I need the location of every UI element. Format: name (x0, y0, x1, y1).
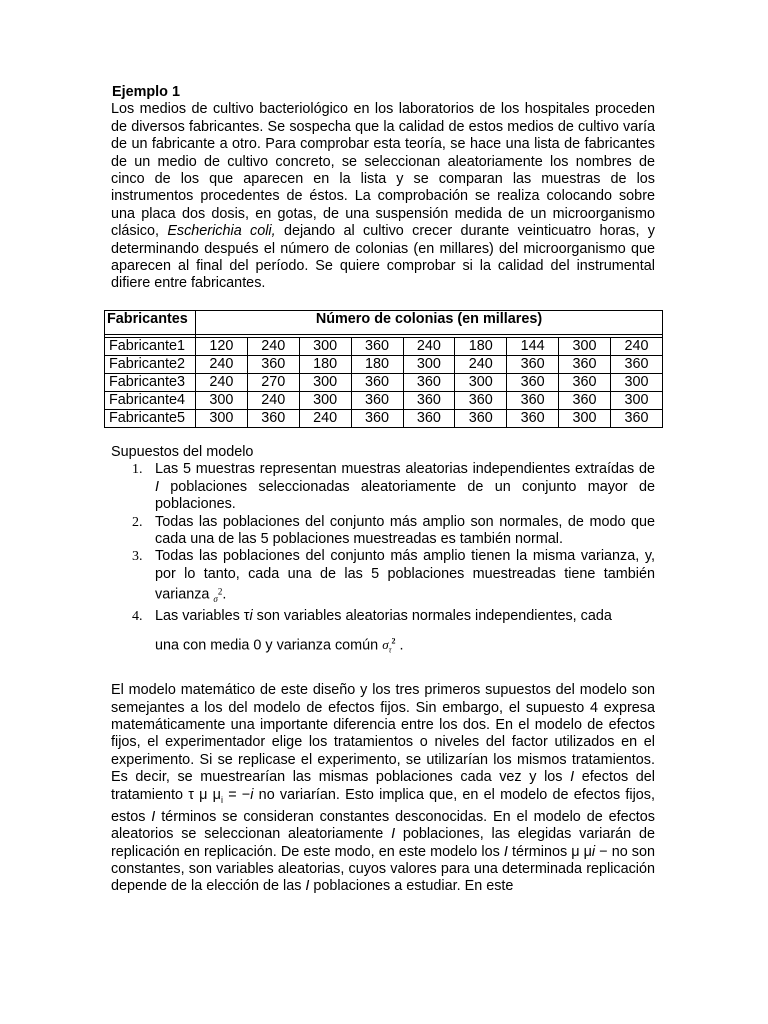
document-page (107, 84, 656, 896)
row-manufacturer-name: Fabricante2 (105, 355, 196, 373)
species-name: Escherichia coli, (167, 223, 276, 240)
sigma-tau-symbol: $\sigma_\tau^2$ (382, 636, 396, 655)
table-cell: 360 (403, 373, 455, 391)
list-item: 2. Todas las poblaciones del conjunto más amplio son normales, de modo que cada una de las 5 poblaciones muestreadas es también normal. (132, 513, 655, 547)
table-cell: 360 (507, 373, 559, 391)
intro-paragraph (111, 101, 655, 292)
table-cell: 360 (507, 391, 559, 409)
colonies-table (104, 310, 663, 428)
row-manufacturer-name: Fabricante1 (105, 337, 196, 355)
table-cell: 270 (247, 373, 299, 391)
row-manufacturer-name: Fabricante3 (105, 373, 196, 391)
table-cell: 300 (611, 373, 663, 391)
list-item-continuation: una con media 0 y varianza común $\sigma_\tau^2$ . (155, 636, 404, 655)
table-cell: 240 (455, 355, 507, 373)
table-cell: 360 (507, 409, 559, 427)
table-cell: 360 (351, 409, 403, 427)
sigma-symbol: $_\sigma^2$ (213, 586, 223, 604)
table-cell: 360 (455, 391, 507, 409)
header-manufacturers: Fabricantes (105, 310, 196, 334)
assumptions-section (111, 444, 655, 659)
table-cell: 180 (455, 337, 507, 355)
table-cell: 360 (507, 355, 559, 373)
table-cell: 300 (559, 337, 611, 355)
list-item: 1. Las 5 muestras representan muestras aleatorias independientes extraídas de I poblaciones seleccionadas aleatoriamente de un conjunto mayor de poblaciones. (132, 461, 655, 513)
table-cell: 180 (351, 355, 403, 373)
table-cell: 360 (351, 337, 403, 355)
table-cell: 360 (247, 355, 299, 373)
table-cell: 300 (299, 373, 351, 391)
example-heading: Ejemplo 1 (112, 84, 180, 100)
discussion-paragraph: El modelo matemático de este diseño y los tres primeros supuestos del modelo son semejantes a los del modelo de efectos fijos. Sin embargo, el supuesto 4 expresa matemáticamente una importante diferencia entre los dos. En el modelo de efectos fijos, el experimentador elige los tratamientos o niveles del factor utilizados en el experimento. Si se replicase el experimento, se utilizarían los mismos tratamientos. Es decir, se muestrearían las mismas poblaciones cada vez y los I efectos del tratamiento τ μ $\mu_i = -i$ no variarían. Esto implica que, en el modelo de efectos fijos, estos I términos se consideran constantes desconocidas. En el modelo de efectos aleatorios se seleccionan aleatoriamente I poblaciones, las elegidas variarán de replicación en replicación. De este modo, en este modelo los I términos μ μi − no son constantes, son variables aleatorias, cuyos valores para una determinada replicación depende de la elección de las I poblaciones a estudiar. En este (111, 682, 655, 895)
table-cell: 240 (403, 337, 455, 355)
table-cell: 360 (559, 391, 611, 409)
list-item-number: 1. (132, 462, 143, 478)
table-cell: 240 (196, 373, 248, 391)
table-cell: 240 (196, 355, 248, 373)
table-row (105, 373, 663, 391)
table-cell: 240 (247, 337, 299, 355)
row-manufacturer-name: Fabricante4 (105, 391, 196, 409)
table-cell: 300 (299, 391, 351, 409)
table-row (105, 355, 663, 373)
table-cell: 360 (559, 373, 611, 391)
table-cell: 360 (351, 391, 403, 409)
list-item: 4. Las variables τi son variables aleatorias normales independientes, cada una con media 0 y varianza común $\sigma_\tau^2$ . (155, 608, 655, 659)
table-cell: 240 (299, 409, 351, 427)
table-row (105, 337, 663, 355)
table-cell: 120 (196, 337, 248, 355)
table-cell: 300 (559, 409, 611, 427)
table-cell: 360 (611, 409, 663, 427)
table-cell: 240 (247, 391, 299, 409)
assumptions-list (111, 461, 655, 659)
list-item-number: 3. (132, 549, 143, 565)
list-item: 3. Todas las poblaciones del conjunto más amplio tienen la misma varianza, y, por lo tanto, cada una de las 5 poblaciones muestreadas tiene también varianza $_\sigma^2$. (132, 548, 655, 604)
table-row (105, 391, 663, 409)
list-item-number: 4. (132, 609, 143, 625)
table-cell: 300 (299, 337, 351, 355)
table-cell: 360 (403, 391, 455, 409)
table-header-row (105, 310, 663, 334)
table-cell: 300 (611, 391, 663, 409)
table-cell: 300 (196, 409, 248, 427)
list-item-number: 2. (132, 514, 143, 530)
table-cell: 300 (196, 391, 248, 409)
assumptions-title: Supuestos del modelo (111, 443, 254, 460)
table-cell: 240 (611, 337, 663, 355)
table-cell: 300 (455, 373, 507, 391)
table-cell: 144 (507, 337, 559, 355)
intro-text-part2: dejando al cultivo crecer durante veinticuatro horas, y determinando después el número de colonias (en millares) del microorganismo que aparecen al final del período. Se quiere comprobar si la calidad del instrumental difiere entre fabricantes. (111, 223, 656, 292)
table-cell: 180 (299, 355, 351, 373)
table-cell: 360 (559, 355, 611, 373)
header-colonies: Número de colonias (en millares) (196, 310, 663, 334)
row-manufacturer-name: Fabricante5 (105, 409, 196, 427)
table-cell: 360 (455, 409, 507, 427)
table-cell: 360 (351, 373, 403, 391)
table-cell: 300 (403, 355, 455, 373)
table-cell: 360 (403, 409, 455, 427)
table-cell: 360 (247, 409, 299, 427)
table-cell: 360 (611, 355, 663, 373)
intro-text-part1: Los medios de cultivo bacteriológico en los laboratorios de los hospitales proceden de diversos fabricantes. Se sospecha que la calidad de estos medios de cultivo varía de un fabricante a otro. Para comprobar esta teoría, se hace una lista de fabricantes de un medio de cultivo concreto, se seleccionan aleatoriamente los nombres de cinco de los que aparecen en la lista y se comparan las muestras de los instrumentos procedentes de éstos. La comprobación se realiza colocando sobre una placa dos dosis, en gotas, de una suspensión medida de un microorganismo clásico, (111, 101, 655, 240)
table-row (105, 409, 663, 427)
